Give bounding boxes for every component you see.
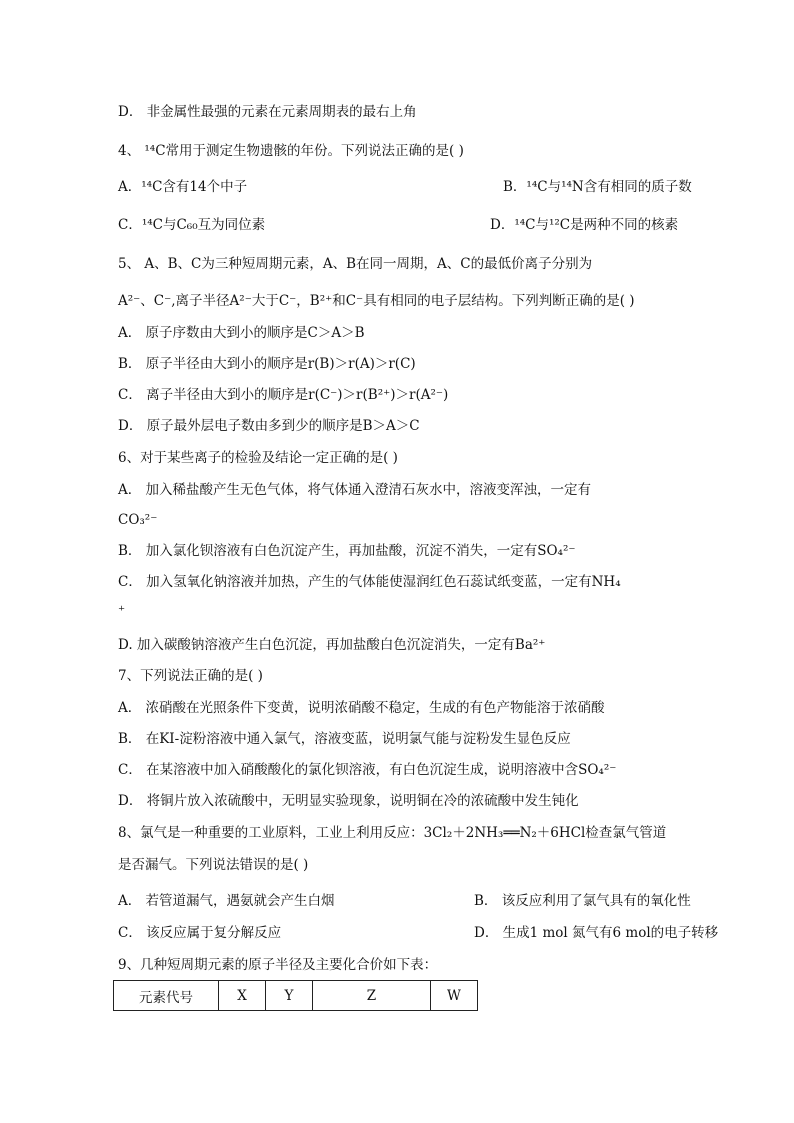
table-header-row bbox=[114, 981, 478, 1011]
q7-option-b: B． 在KI-淀粉溶液中通入氯气，溶液变蓝，说明氯气能与淀粉发生显色反应 bbox=[118, 731, 571, 747]
element-table bbox=[113, 980, 478, 1011]
q6-option-d: D. 加入碳酸钠溶液产生白色沉淀，再加盐酸白色沉淀消失，一定有Ba²⁺ bbox=[118, 637, 546, 653]
q7-option-d: D． 将铜片放入浓硫酸中，无明显实验现象，说明铜在冷的浓硫酸中发生钝化 bbox=[118, 793, 579, 809]
table-header-cell: X bbox=[219, 981, 266, 1011]
q3-option-d: D． 非金属性最强的元素在元素周期表的最右上角 bbox=[118, 104, 417, 120]
table-header-cell: 元素代号 bbox=[114, 981, 219, 1011]
q5-stem-line2: A²⁻、C⁻,离子半径A²⁻大于C⁻，B²⁺和C⁻具有相同的电子层结构。下列判断正确的是( ) bbox=[118, 293, 635, 309]
q8-options-cd bbox=[118, 924, 719, 942]
table-header-cell: Y bbox=[266, 981, 313, 1011]
q4-option-b: B．¹⁴C与¹⁴N含有相同的质子数 bbox=[503, 179, 692, 195]
q8-stem-line2: 是否漏气。下列说法错误的是( ) bbox=[118, 857, 309, 873]
q4-options-ab bbox=[118, 178, 692, 196]
q6-option-a-cont: CO₃²⁻ bbox=[118, 512, 158, 528]
q7-option-c: C． 在某溶液中加入硝酸酸化的氯化钡溶液，有白色沉淀生成，说明溶液中含SO₄²⁻ bbox=[118, 762, 617, 778]
q8-option-a: A． 若管道漏气，遇氨就会产生白烟 bbox=[118, 893, 335, 909]
table-header-cell: Z bbox=[313, 981, 431, 1011]
q8-option-b: B． 该反应利用了氯气具有的氧化性 bbox=[474, 893, 691, 909]
q9-stem: 9、几种短周期元素的原子半径及主要化合价如下表： bbox=[118, 957, 438, 973]
q4-option-c: C．¹⁴C与C₆₀互为同位素 bbox=[118, 217, 266, 233]
q6-option-a: A． 加入稀盐酸产生无色气体，将气体通入澄清石灰水中，溶液变浑浊，一定有 bbox=[118, 482, 592, 498]
table-header-cell: W bbox=[431, 981, 478, 1011]
q5-option-a: A． 原子序数由大到小的顺序是C＞A＞B bbox=[118, 325, 365, 341]
q4-option-d: D．¹⁴C与¹²C是两种不同的核素 bbox=[490, 217, 679, 233]
q7-option-a: A． 浓硝酸在光照条件下变黄，说明浓硝酸不稳定，生成的有色产物能溶于浓硝酸 bbox=[118, 700, 605, 716]
q4-options-cd bbox=[118, 216, 679, 234]
q8-option-d: D． 生成1 mol 氮气有6 mol的电子转移 bbox=[474, 925, 719, 941]
q6-option-c: C． 加入氢氧化钠溶液并加热，产生的气体能使湿润红色石蕊试纸变蓝，一定有NH₄ bbox=[118, 574, 621, 590]
q6-option-c-cont: ⁺ bbox=[118, 603, 126, 619]
q6-stem: 6、对于某些离子的检验及结论一定正确的是( ) bbox=[118, 450, 398, 466]
q6-option-b: B． 加入氯化钡溶液有白色沉淀产生，再加盐酸，沉淀不消失，一定有SO₄²⁻ bbox=[118, 543, 576, 559]
q8-options-ab bbox=[118, 892, 691, 910]
q8-option-c: C． 该反应属于复分解反应 bbox=[118, 925, 282, 941]
q5-option-d: D． 原子最外层电子数由多到少的顺序是B＞A＞C bbox=[118, 418, 420, 434]
q7-stem: 7、下列说法正确的是( ) bbox=[118, 668, 263, 684]
q4-stem: 4、 ¹⁴C常用于测定生物遗骸的年份。下列说法正确的是( ) bbox=[118, 143, 464, 159]
q4-option-a: A．¹⁴C含有14个中子 bbox=[118, 179, 248, 195]
q5-option-c: C． 离子半径由大到小的顺序是r(C⁻)＞r(B²⁺)＞r(A²⁻) bbox=[118, 387, 449, 403]
q5-stem-line1: 5、 A、B、C为三种短周期元素，A、B在同一周期，A、C的最低价离子分别为 bbox=[118, 256, 593, 272]
q5-option-b: B． 原子半径由大到小的顺序是r(B)＞r(A)＞r(C) bbox=[118, 356, 416, 372]
q8-stem-line1: 8、氯气是一种重要的工业原料，工业上利用反应：3Cl₂＋2NH₃══N₂＋6HCl检查氯气管道 bbox=[118, 825, 667, 841]
